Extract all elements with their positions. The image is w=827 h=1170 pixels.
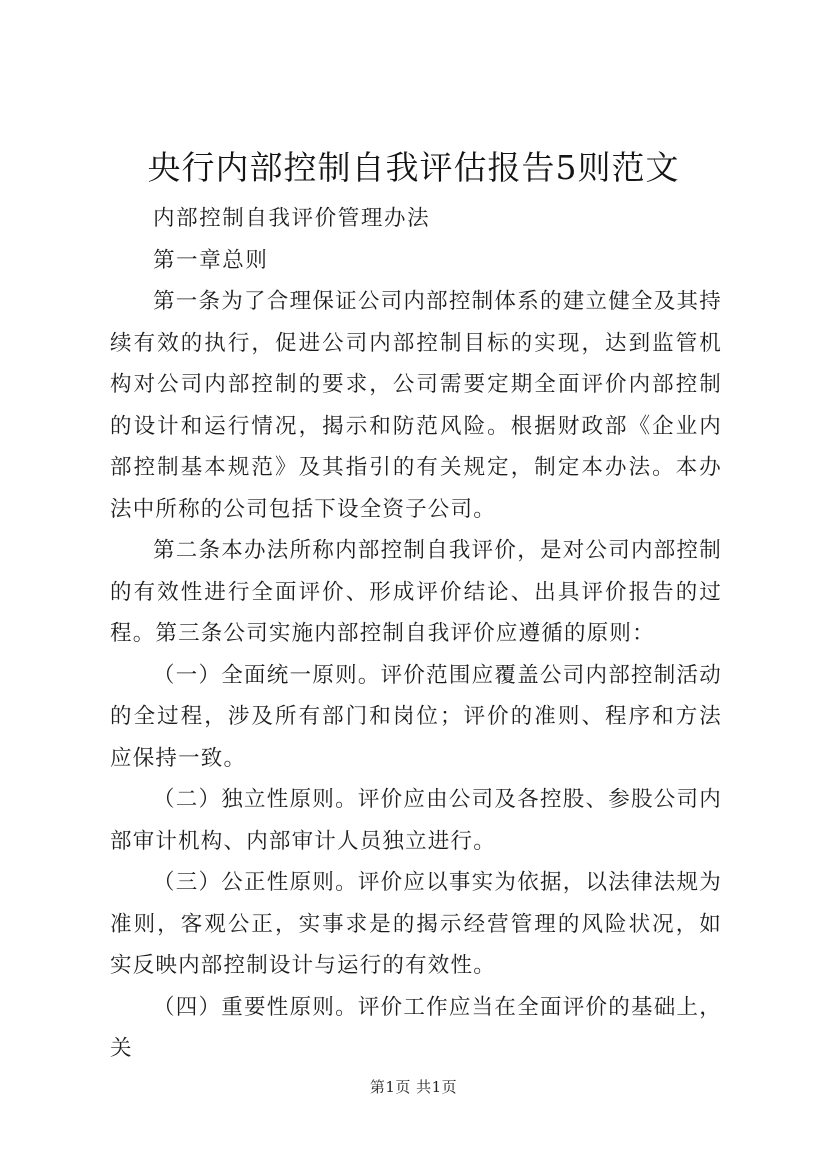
principle-4-paragraph: （四）重要性原则。评价工作应当在全面评价的基础上，关 <box>110 994 722 1061</box>
document-body <box>110 198 722 1070</box>
page-footer <box>0 1076 827 1097</box>
principle-2-paragraph: （二）独立性原则。评价应由公司及各控股、参股公司内部审计机构、内部审计人员独立进行。 <box>110 787 722 854</box>
article-2-paragraph: 第二条本办法所称内部控制自我评价，是对公司内部控制的有效性进行全面评价、形成评价结论、出具评价报告的过程。第三条公司实施内部控制自我评价应遵循的原则： <box>110 538 722 646</box>
principle-1-paragraph: （一）全面统一原则。评价范围应覆盖公司内部控制活动的全过程，涉及所有部门和岗位；评价的准则、程序和方法应保持一致。 <box>110 662 722 771</box>
document-title: 央行内部控制自我评估报告5则范文 <box>147 148 680 187</box>
principle-3-paragraph: （三）公正性原则。评价应以事实为依据，以法律法规为准则，客观公正，实事求是的揭示经营管理的风险状况，如实反映内部控制设计与运行的有效性。 <box>110 870 722 978</box>
section-heading: 内部控制自我评价管理办法 <box>153 206 431 231</box>
article-1-paragraph: 第一条为了合理保证公司内部控制体系的建立健全及其持续有效的执行，促进公司内部控制目标的实现，达到监管机构对公司内部控制的要求，公司需要定期全面评价内部控制的设计和运行情况，揭示和防范风险。根据财政部《企业内部控制基本规范》及其指引的有关规定，制定本办法。本办法中所称的公司包括下设全资子公司。 <box>110 289 722 522</box>
chapter-heading: 第一章总则 <box>153 247 269 273</box>
page-number-label: 第1页 共1页 <box>369 1078 458 1096</box>
